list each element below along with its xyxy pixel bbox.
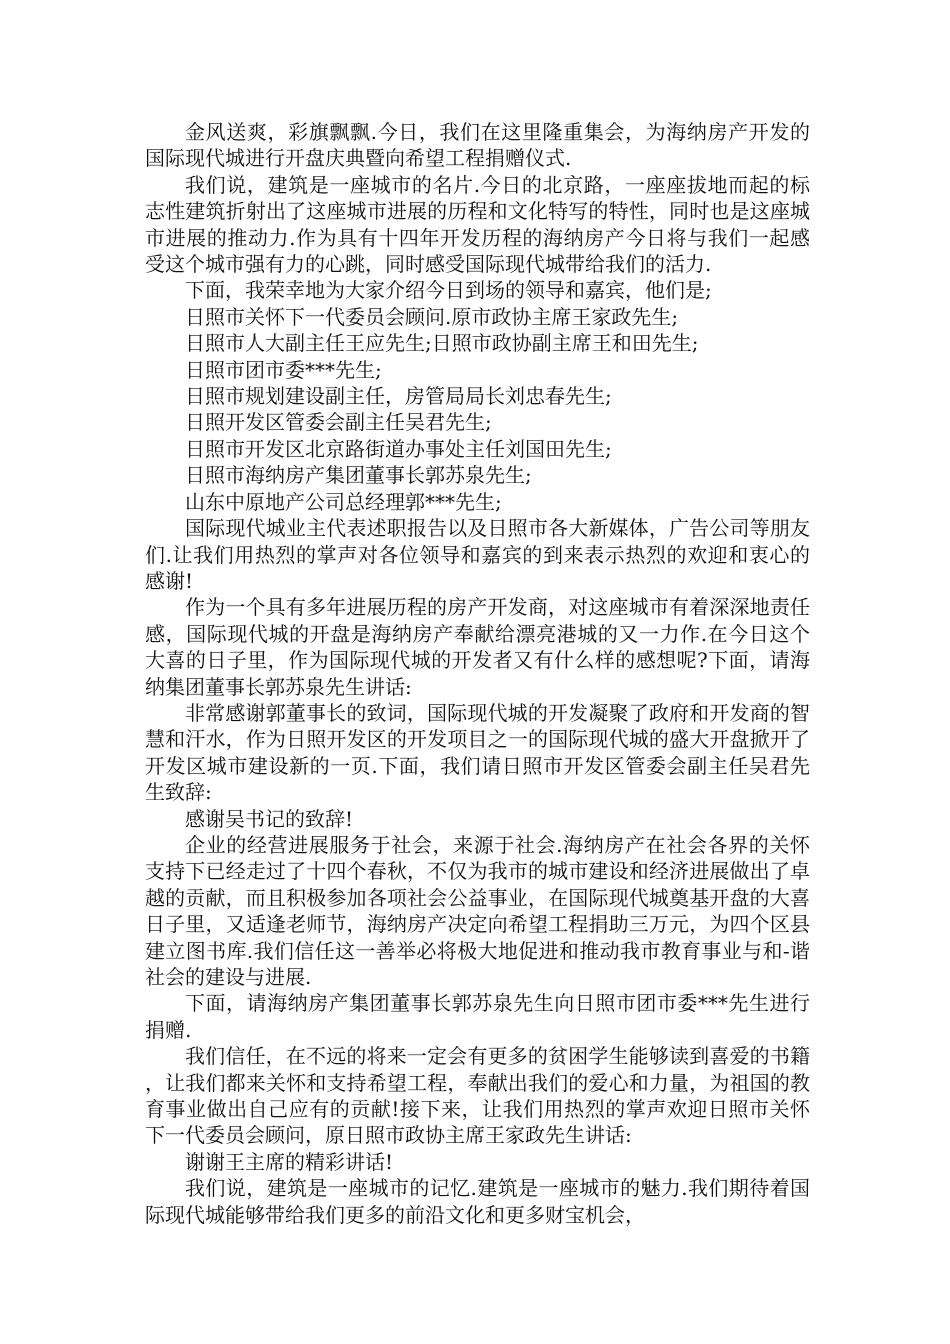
paragraph: 金风送爽，彩旗飘飘.今日，我们在这里隆重集会，为海纳房产开发的国际现代城进行开盘庆典暨向希望工程捐赠仪式. <box>145 120 810 171</box>
paragraph: 我们信任，在不远的将来一定会有更多的贫困学生能够读到喜爱的书籍，让我们都来关怀和支持希望工程，奉献出我们的爱心和力量，为祖国的教育事业做出自己应有的贡献!接下来，让我们用热烈的掌声欢迎日照市关怀下一代委员会顾问，原日照市政协主席王家政先生讲话: <box>145 1044 810 1148</box>
paragraph: 山东中原地产公司总经理郭***先生; <box>185 489 502 514</box>
paragraph: 日照市关怀下一代委员会顾问.原市政协主席王家政先生; <box>185 304 679 329</box>
paragraph: 谢谢王主席的精彩讲话! <box>185 1149 394 1174</box>
paragraph: 日照市规划建设副主任，房管局局长刘忠春先生; <box>185 384 612 409</box>
paragraph: 下面，我荣幸地为大家介绍今日到场的领导和嘉宾，他们是; <box>185 278 712 303</box>
paragraph: 我们说，建筑是一座城市的记忆.建筑是一座城市的魅力.我们期待着国际现代城能够带给我们更多的前沿文化和更多财宝机会， <box>145 1176 810 1227</box>
paragraph: 日照市开发区北京路街道办事处主任刘国田先生; <box>185 436 612 461</box>
paragraph: 日照市海纳房产集团董事长郭苏泉先生; <box>185 463 532 488</box>
paragraph: 作为一个具有多年进展历程的房产开发商，对这座城市有着深深地责任感，国际现代城的开盘是海纳房产奉献给漂亮港城的又一力作.在今日这个大喜的日子里，作为国际现代城的开发者又有什么样的感想呢?下面，请海纳集团董事长郭苏泉先生讲话: <box>145 595 810 699</box>
paragraph: 下面，请海纳房产集团董事长郭苏泉先生向日照市团市委***先生进行捐赠. <box>145 991 810 1042</box>
paragraph: 日照市人大副主任王应先生;日照市政协副主席王和田先生; <box>185 331 699 356</box>
paragraph: 非常感谢郭董事长的致词，国际现代城的开发凝聚了政府和开发商的智慧和汗水，作为日照开发区的开发项目之一的国际现代城的盛大开盘掀开了开发区城市建设新的一页.下面，我们请日照市开发区管委会副主任吴君先生致辞: <box>145 700 810 805</box>
paragraph: 日照开发区管委会副主任吴君先生; <box>185 410 492 435</box>
paragraph: 国际现代城业主代表述职报告以及日照市各大新媒体，广告公司等朋友们.让我们用热烈的掌声对各位领导和嘉宾的到来表示热烈的欢迎和衷心的感谢! <box>145 516 810 593</box>
paragraph: 感谢吴书记的致辞! <box>185 806 354 831</box>
paragraph: 我们说，建筑是一座城市的名片.今日的北京路，一座座拔地而起的标志性建筑折射出了这座城市进展的历程和文化特写的特性，同时也是这座城市进展的推动力.作为具有十四年开发历程的海纳房产今日将与我们一起感受这个城市强有力的心跳，同时感受国际现代城带给我们的活力. <box>145 172 810 277</box>
paragraph: 企业的经营进展服务于社会，来源于社会.海纳房产在社会各界的关怀支持下已经走过了十四个春秋，不仅为我市的城市建设和经济进展做出了卓越的贡献，而且积极参加各项社会公益事业，在国际现代城奠基开盘的大喜日子里，又适逢老师节，海纳房产决定向希望工程捐助三万元，为四个区县建立图书库.我们信任这一善举必将极大地促进和推动我市教育事业与和-谐社会的建设与进展. <box>145 832 810 989</box>
paragraph: 日照市团市委***先生; <box>185 357 382 382</box>
document-body <box>145 119 810 1228</box>
